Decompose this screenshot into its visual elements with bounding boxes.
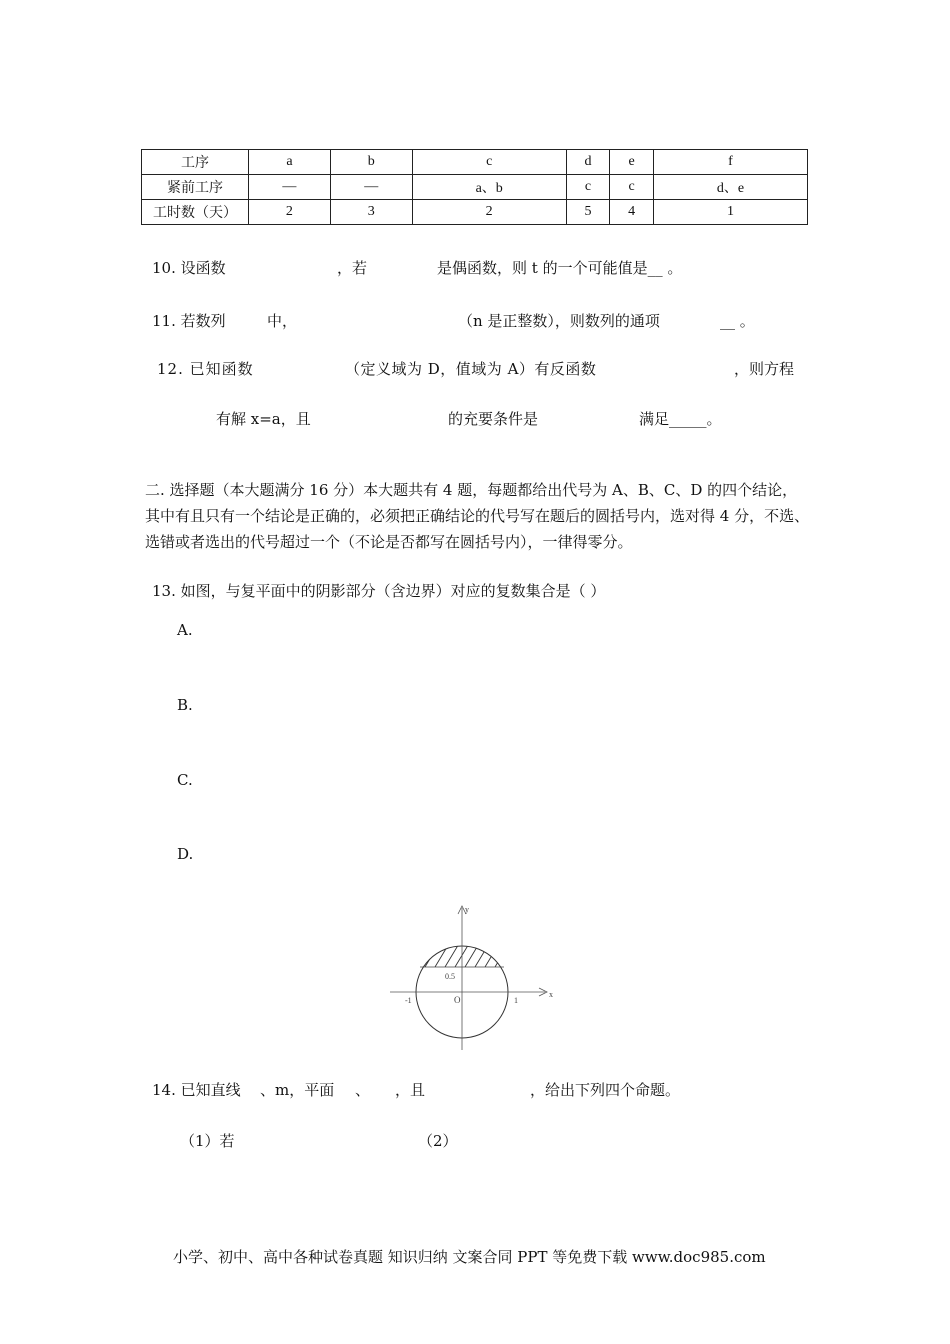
table-cell: a [249, 150, 331, 175]
table-cell: b [330, 150, 412, 175]
table-cell: d [566, 150, 610, 175]
table-row [142, 175, 808, 200]
table-cell: c [610, 175, 654, 200]
q12-part-1: 12. 已知函数 [157, 360, 254, 378]
q12-part-4: 有解 x=a，且 [216, 410, 311, 428]
q14-case-2: （2） [418, 1132, 458, 1150]
table-cell: 1 [653, 200, 807, 225]
q11-part-1: 11. 若数列 [152, 312, 226, 330]
process-table [141, 149, 808, 225]
q13-option-d: D. [177, 845, 194, 863]
q10-part-1: 10. 设函数 [152, 259, 226, 277]
table-row-header: 工序 [142, 150, 249, 175]
table-cell: c [412, 150, 566, 175]
q14-case-1: （1）若 [180, 1132, 235, 1150]
table-cell: 3 [330, 200, 412, 225]
q13-option-a: A. [177, 621, 193, 639]
q10-part-2: ，若 [337, 259, 368, 277]
q14-part-1: 14. 已知直线 [152, 1081, 241, 1099]
half-label: 0.5 [445, 972, 455, 981]
complex-plane-figure [385, 900, 560, 1055]
table-cell: 5 [566, 200, 610, 225]
table-cell: — [249, 175, 331, 200]
x-axis-label: x [549, 990, 553, 999]
table-row [142, 150, 808, 175]
table-cell: c [566, 175, 610, 200]
neg-one-label: -1 [405, 996, 412, 1005]
q14-part-2: 、m，平面 [260, 1081, 335, 1099]
table-cell: 4 [610, 200, 654, 225]
q10-part-3: 是偶函数，则 t 的一个可能值是__ 。 [437, 259, 683, 277]
page-footer: 小学、初中、高中各种试卷真题 知识归纳 文案合同 PPT 等免费下载 www.doc985.com [173, 1248, 766, 1266]
table-cell: — [330, 175, 412, 200]
table-cell: d、e [653, 175, 807, 200]
q13-option-c: C. [177, 771, 193, 789]
q14-part-3: 、 [355, 1081, 371, 1099]
y-axis-label: y [465, 905, 469, 914]
q14-part-5: ，给出下列四个命题。 [530, 1081, 681, 1099]
table-row-header: 紧前工序 [142, 175, 249, 200]
q12-part-5: 的充要条件是 [448, 410, 539, 428]
q11-part-4: __ 。 [720, 312, 755, 330]
table-cell: e [610, 150, 654, 175]
q11-part-2: 中， [267, 312, 298, 330]
table-row-header: 工时数（天） [142, 200, 249, 225]
q12-part-6: 满足_____。 [639, 410, 722, 428]
q13-stem: 13. 如图，与复平面中的阴影部分（含边界）对应的复数集合是（ ） [152, 582, 606, 600]
q14-part-4: ，且 [395, 1081, 426, 1099]
origin-label: O [454, 995, 461, 1005]
table-cell: 2 [412, 200, 566, 225]
table-cell: a、b [412, 175, 566, 200]
q12-part-3: ，则方程 [734, 360, 795, 378]
one-label: 1 [514, 996, 518, 1005]
section-2-instructions: 二. 选择题（本大题满分 16 分）本大题共有 4 题，每题都给出代号为 A、B、C、D 的四个结论，其中有且只有一个结论是正确的，必须把正确结论的代号写在题后的圆括号内，选对得 4 分，不选、选错或者选出的代号超过一个（不论是否都写在圆括号内），一律得零分。 [145, 481, 810, 551]
q13-option-b: B. [177, 696, 193, 714]
q12-part-2: （定义域为 D，值域为 A）有反函数 [345, 360, 597, 378]
q11-part-3: （n 是正整数），则数列的通项 [458, 312, 660, 330]
table-cell: 2 [249, 200, 331, 225]
table-cell: f [653, 150, 807, 175]
table-row [142, 200, 808, 225]
